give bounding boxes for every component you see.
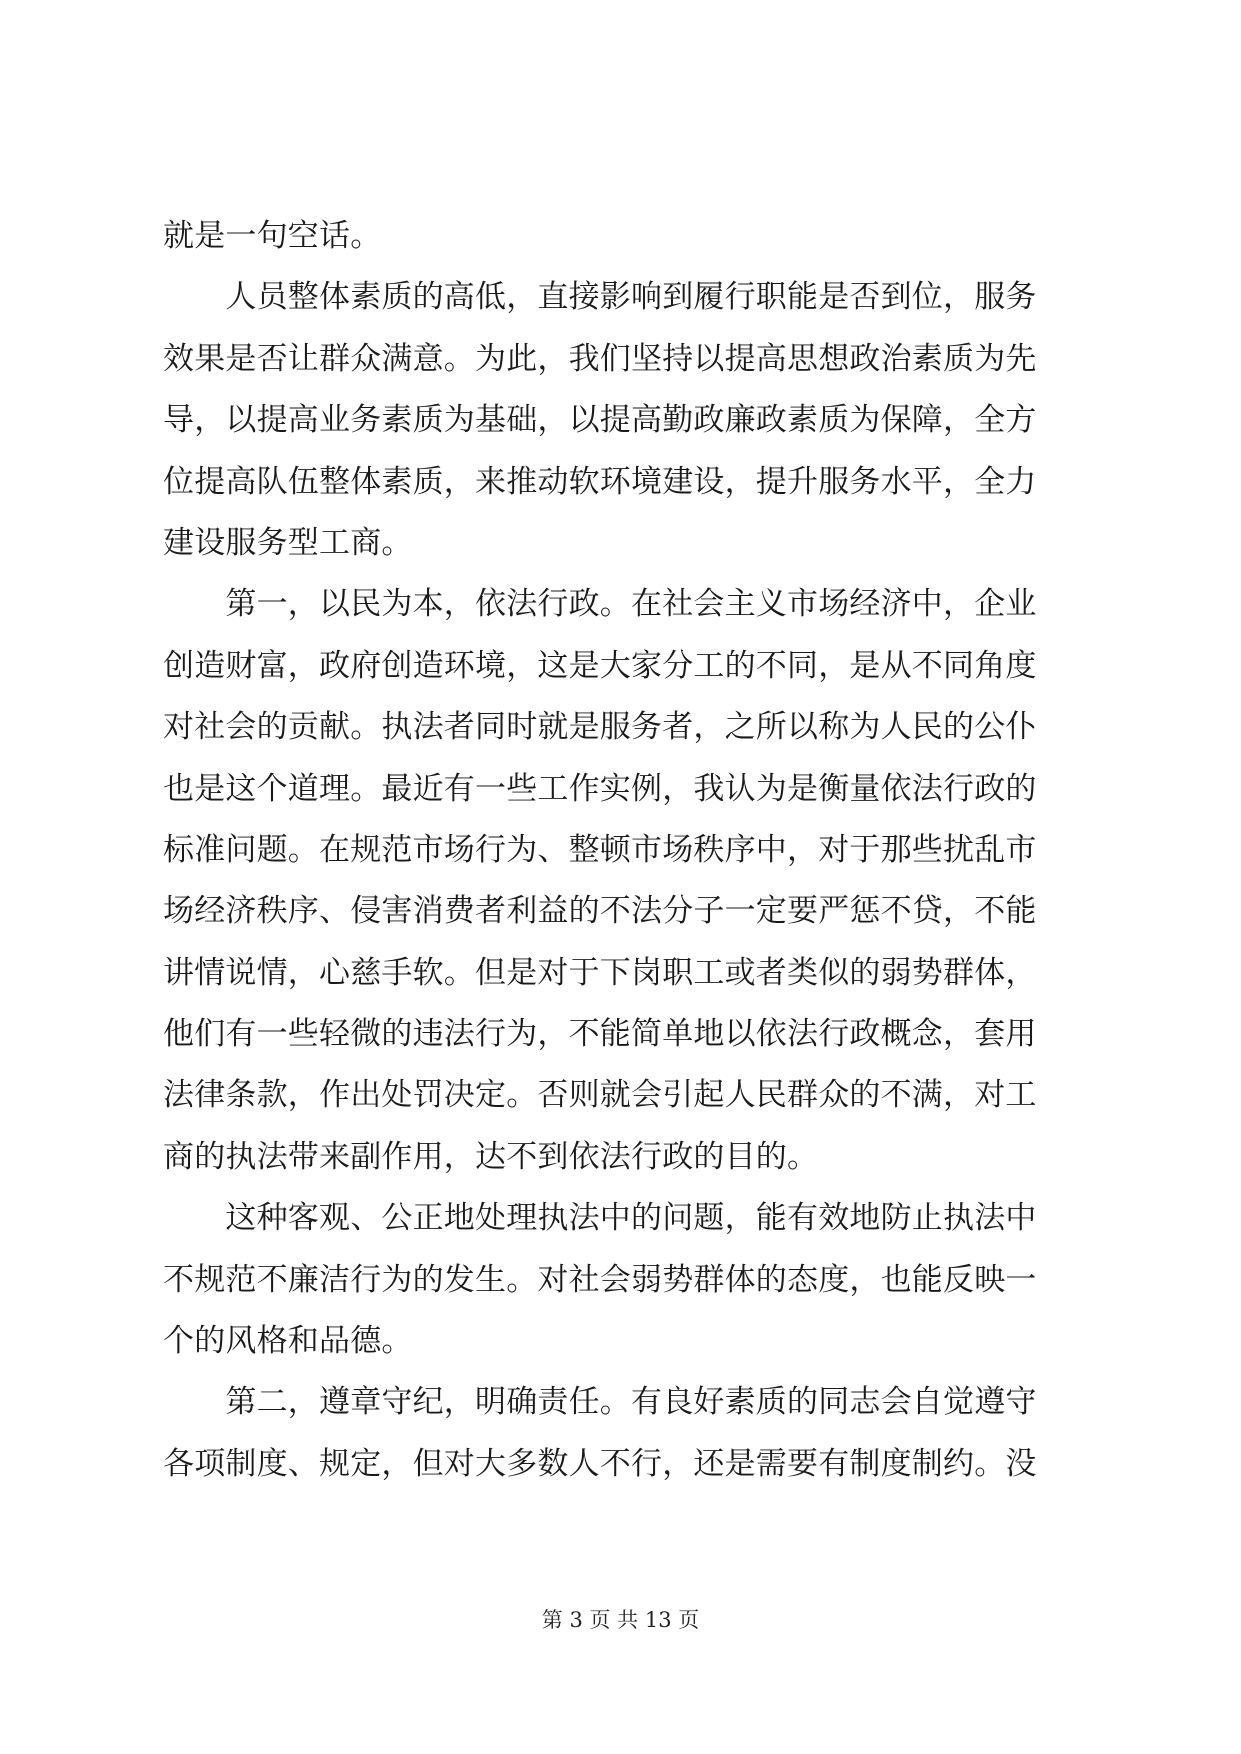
text-line: 第二，遵章守纪，明确责任。有良好素质的同志会自觉遵守 bbox=[163, 1384, 1037, 1421]
text-line: 他们有一些轻微的违法行为，不能简单地以依法行政概念，套用 bbox=[163, 1016, 1037, 1053]
text-line: 各项制度、规定，但对大多数人不行，还是需要有制度制约。没 bbox=[163, 1445, 1037, 1482]
text-line: 个的风格和品德。 bbox=[163, 1323, 413, 1360]
text-line: 法律条款，作出处罚决定。否则就会引起人民群众的不满，对工 bbox=[163, 1077, 1037, 1114]
text-line: 也是这个道理。最近有一些工作实例，我认为是衡量依法行政的 bbox=[163, 770, 1037, 807]
text-line: 人员整体素质的高低，直接影响到履行职能是否到位，服务 bbox=[163, 279, 1037, 316]
text-line: 效果是否让群众满意。为此，我们坚持以提高思想政治素质为先 bbox=[163, 340, 1037, 377]
page-number-footer: 第 3 页 共 13 页 bbox=[541, 1608, 700, 1632]
text-line: 导，以提高业务素质为基础，以提高勤政廉政素质为保障，全方 bbox=[163, 402, 1037, 439]
text-line: 建设服务型工商。 bbox=[163, 524, 413, 561]
text-line: 第一，以民为本，依法行政。在社会主义市场经济中，企业 bbox=[163, 586, 1037, 623]
text-line: 商的执法带来副作用，达不到依法行政的目的。 bbox=[163, 1138, 819, 1175]
text-line: 讲情说情，心慈手软。但是对于下岗职工或者类似的弱势群体， bbox=[163, 954, 1037, 991]
text-line: 标准问题。在规范市场行为、整顿市场秩序中，对于那些扰乱市 bbox=[163, 831, 1037, 868]
text-line: 位提高队伍整体素质，来推动软环境建设，提升服务水平，全力 bbox=[163, 463, 1037, 500]
text-line: 就是一句空话。 bbox=[163, 218, 382, 254]
text-line: 场经济秩序、侵害消费者利益的不法分子一定要严惩不贷，不能 bbox=[163, 893, 1037, 930]
text-line: 创造财富，政府创造环境，这是大家分工的不同，是从不同角度 bbox=[163, 647, 1037, 684]
text-line: 这种客观、公正地处理执法中的问题，能有效地防止执法中 bbox=[163, 1200, 1037, 1237]
text-line: 对社会的贡献。执法者同时就是服务者，之所以称为人民的公仆 bbox=[163, 709, 1037, 746]
text-line: 不规范不廉洁行为的发生。对社会弱势群体的态度，也能反映一 bbox=[163, 1261, 1037, 1298]
document-body bbox=[163, 206, 1083, 1495]
